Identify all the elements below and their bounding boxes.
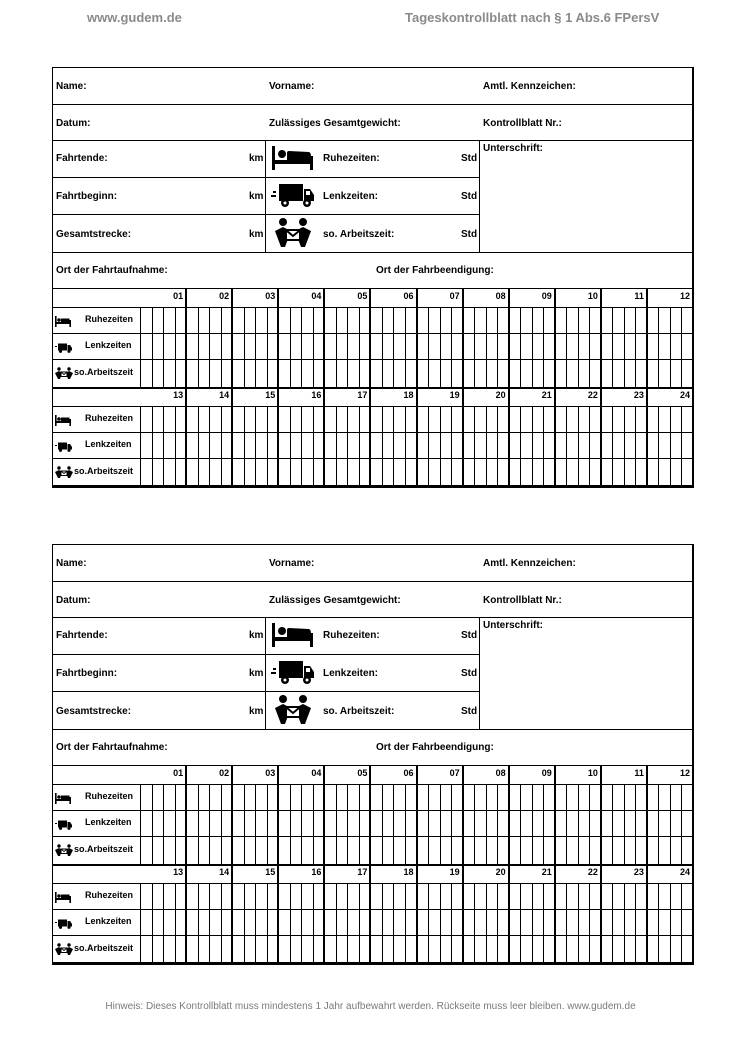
hour-number: 18 bbox=[403, 867, 414, 877]
hour-number: 12 bbox=[679, 291, 690, 301]
workers-icon bbox=[273, 217, 313, 249]
std-unit: Std bbox=[461, 630, 478, 641]
ort-beendigung-label: Ort der Fahrbeendigung: bbox=[376, 265, 494, 276]
bed-icon bbox=[55, 314, 71, 332]
grid-row-label: Ruhezeiten bbox=[85, 890, 134, 900]
workers-icon bbox=[55, 943, 73, 961]
kennzeichen-label: Amtl. Kennzeichen: bbox=[483, 558, 576, 569]
control-sheet bbox=[52, 544, 694, 965]
hour-number: 17 bbox=[357, 867, 368, 877]
name-label: Name: bbox=[56, 558, 87, 569]
grid-row-label: so.Arbeitszeit bbox=[74, 466, 134, 476]
hour-number: 21 bbox=[541, 867, 552, 877]
truck-icon bbox=[271, 658, 315, 686]
hour-number: 18 bbox=[403, 390, 414, 400]
hour-number: 10 bbox=[587, 768, 598, 778]
vorname-label: Vorname: bbox=[269, 81, 315, 92]
bed-icon bbox=[271, 144, 315, 172]
hour-number: 11 bbox=[634, 768, 644, 778]
km-unit: km bbox=[249, 706, 264, 717]
ort-aufnahme-label: Ort der Fahrtaufnahme: bbox=[56, 742, 168, 753]
hour-number: 04 bbox=[311, 291, 322, 301]
workers-icon bbox=[55, 367, 73, 385]
grid-row-label: so.Arbeitszeit bbox=[74, 367, 134, 377]
std-unit: Std bbox=[461, 668, 478, 679]
grid-row-label: Lenkzeiten bbox=[85, 916, 132, 926]
truck-icon bbox=[55, 916, 72, 934]
hour-number: 13 bbox=[173, 390, 184, 400]
hour-number: 23 bbox=[633, 390, 644, 400]
bed-icon bbox=[55, 890, 71, 908]
unterschrift-label: Unterschrift: bbox=[483, 143, 544, 154]
gesamtstrecke-label: Gesamtstrecke: bbox=[56, 706, 132, 717]
hour-number: 01 bbox=[173, 291, 184, 301]
name-label: Name: bbox=[56, 81, 87, 92]
truck-icon bbox=[55, 439, 72, 457]
grid-row-label: Ruhezeiten bbox=[85, 791, 134, 801]
gewicht-label: Zulässiges Gesamtgewicht: bbox=[269, 595, 401, 606]
hour-number: 05 bbox=[357, 768, 368, 778]
std-unit: Std bbox=[461, 191, 478, 202]
hour-number: 01 bbox=[173, 768, 184, 778]
hour-number: 10 bbox=[587, 291, 598, 301]
fahrtbeginn-label: Fahrtbeginn: bbox=[56, 668, 118, 679]
arbeitszeit-label: so. Arbeitszeit: bbox=[323, 229, 395, 240]
hour-number: 14 bbox=[219, 867, 230, 877]
lenkzeiten-label: Lenkzeiten: bbox=[323, 668, 379, 679]
hour-number: 09 bbox=[541, 768, 552, 778]
gesamtstrecke-label: Gesamtstrecke: bbox=[56, 229, 132, 240]
fahrtbeginn-label: Fahrtbeginn: bbox=[56, 191, 118, 202]
bed-icon bbox=[271, 621, 315, 649]
hour-number: 06 bbox=[403, 768, 414, 778]
workers-icon bbox=[55, 466, 73, 484]
grid-row-label: so.Arbeitszeit bbox=[74, 844, 134, 854]
hour-number: 03 bbox=[265, 768, 276, 778]
km-unit: km bbox=[249, 191, 264, 202]
datum-label: Datum: bbox=[56, 595, 91, 606]
ruhezeiten-label: Ruhezeiten: bbox=[323, 630, 380, 641]
km-unit: km bbox=[249, 229, 264, 240]
ort-beendigung-label: Ort der Fahrbeendigung: bbox=[376, 742, 494, 753]
fahrtende-label: Fahrtende: bbox=[56, 153, 108, 164]
hour-number: 15 bbox=[265, 867, 276, 877]
hour-number: 12 bbox=[679, 768, 690, 778]
vorname-label: Vorname: bbox=[269, 558, 315, 569]
hour-number: 07 bbox=[449, 291, 460, 301]
hour-number: 05 bbox=[357, 291, 368, 301]
hour-number: 16 bbox=[311, 390, 322, 400]
truck-icon bbox=[271, 181, 315, 209]
hour-number: 06 bbox=[403, 291, 414, 301]
std-unit: Std bbox=[461, 229, 478, 240]
km-unit: km bbox=[249, 153, 264, 164]
truck-icon bbox=[55, 340, 72, 358]
footer-note: Hinweis: Dieses Kontrollblatt muss mindestens 1 Jahr aufbewahrt werden. Rückseite muss leer bleiben. www.gudem.de bbox=[105, 1001, 636, 1012]
km-unit: km bbox=[249, 630, 264, 641]
control-sheet bbox=[52, 67, 694, 488]
ruhezeiten-label: Ruhezeiten: bbox=[323, 153, 380, 164]
arbeitszeit-label: so. Arbeitszeit: bbox=[323, 706, 395, 717]
grid-row-label: Lenkzeiten bbox=[85, 817, 132, 827]
hour-number: 03 bbox=[265, 291, 276, 301]
kennzeichen-label: Amtl. Kennzeichen: bbox=[483, 81, 576, 92]
gewicht-label: Zulässiges Gesamtgewicht: bbox=[269, 118, 401, 129]
kontrollblatt-label: Kontrollblatt Nr.: bbox=[483, 118, 562, 129]
grid-row-label: Lenkzeiten bbox=[85, 439, 132, 449]
hour-number: 09 bbox=[541, 291, 552, 301]
hour-number: 11 bbox=[634, 291, 644, 301]
datum-label: Datum: bbox=[56, 118, 91, 129]
kontrollblatt-label: Kontrollblatt Nr.: bbox=[483, 595, 562, 606]
hour-number: 02 bbox=[219, 291, 230, 301]
unterschrift-label: Unterschrift: bbox=[483, 620, 544, 631]
fahrtende-label: Fahrtende: bbox=[56, 630, 108, 641]
hour-number: 21 bbox=[541, 390, 552, 400]
hour-number: 14 bbox=[219, 390, 230, 400]
grid-row-label: Ruhezeiten bbox=[85, 314, 134, 324]
hour-number: 24 bbox=[679, 390, 690, 400]
hour-number: 02 bbox=[219, 768, 230, 778]
hour-number: 23 bbox=[633, 867, 644, 877]
workers-icon bbox=[273, 694, 313, 726]
hour-number: 15 bbox=[265, 390, 276, 400]
hour-number: 16 bbox=[311, 867, 322, 877]
hour-number: 04 bbox=[311, 768, 322, 778]
hour-number: 20 bbox=[495, 390, 506, 400]
workers-icon bbox=[55, 844, 73, 862]
bed-icon bbox=[55, 413, 71, 431]
lenkzeiten-label: Lenkzeiten: bbox=[323, 191, 379, 202]
document-title: Tageskontrollblatt nach § 1 Abs.6 FPersV bbox=[405, 10, 660, 25]
hour-number: 24 bbox=[679, 867, 690, 877]
grid-row-label: Lenkzeiten bbox=[85, 340, 132, 350]
ort-aufnahme-label: Ort der Fahrtaufnahme: bbox=[56, 265, 168, 276]
grid-row-label: Ruhezeiten bbox=[85, 413, 134, 423]
hour-number: 17 bbox=[357, 390, 368, 400]
hour-number: 20 bbox=[495, 867, 506, 877]
std-unit: Std bbox=[461, 153, 478, 164]
hour-number: 22 bbox=[587, 867, 598, 877]
hour-number: 13 bbox=[173, 867, 184, 877]
bed-icon bbox=[55, 791, 71, 809]
hour-number: 22 bbox=[587, 390, 598, 400]
hour-number: 08 bbox=[495, 768, 506, 778]
hour-number: 07 bbox=[449, 768, 460, 778]
hour-number: 08 bbox=[495, 291, 506, 301]
hour-number: 19 bbox=[449, 390, 460, 400]
km-unit: km bbox=[249, 668, 264, 679]
std-unit: Std bbox=[461, 706, 478, 717]
truck-icon bbox=[55, 817, 72, 835]
grid-row-label: so.Arbeitszeit bbox=[74, 943, 134, 953]
hour-number: 19 bbox=[449, 867, 460, 877]
website-header: www.gudem.de bbox=[87, 10, 182, 25]
